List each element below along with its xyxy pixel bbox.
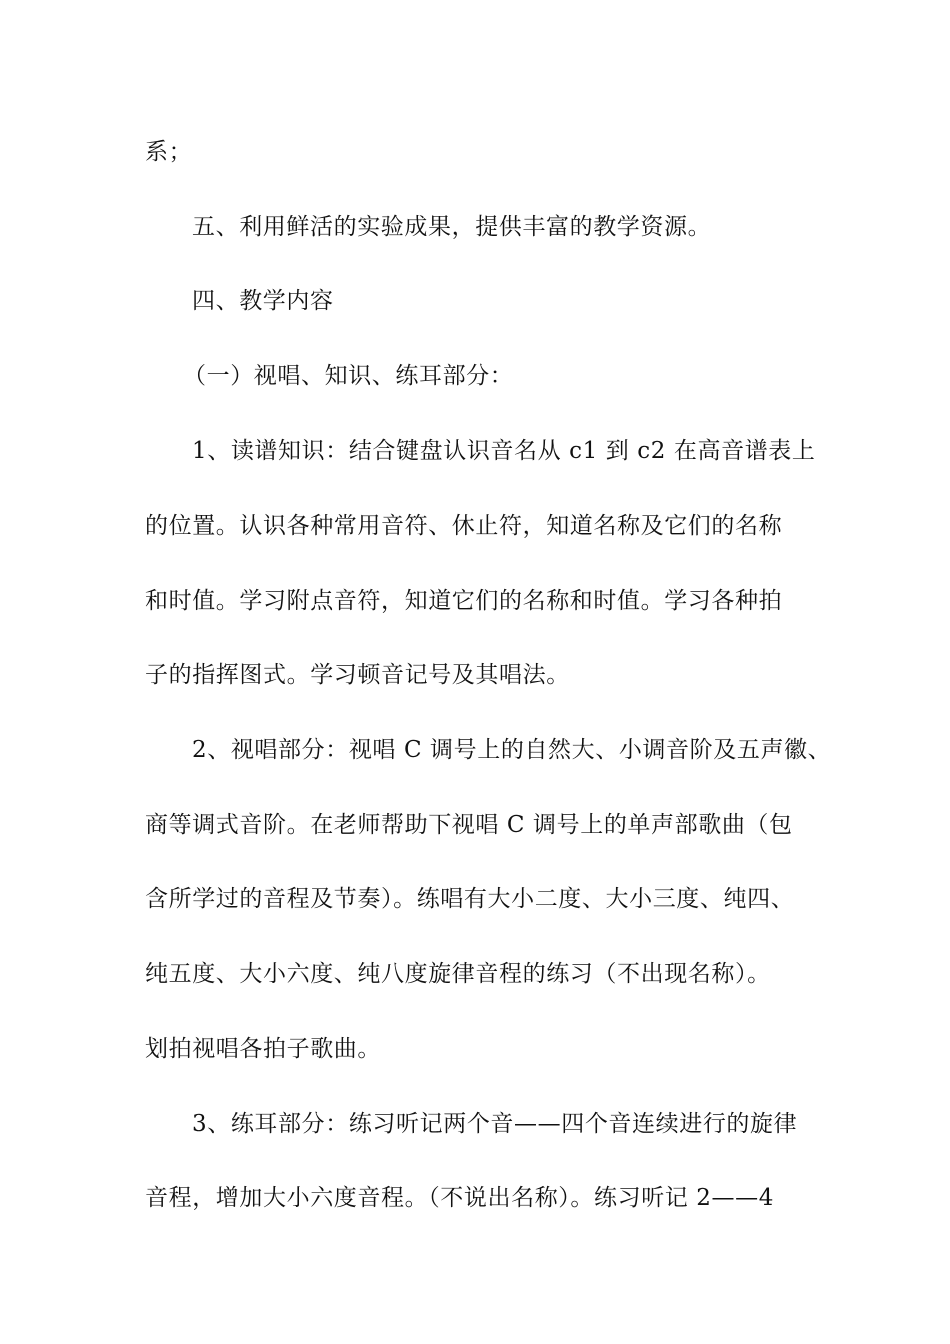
text-line-15: 音程，增加大小六度音程。（不说出名称）。练习听记 2——4 [145, 1185, 774, 1211]
subsection-heading-1: （一）视唱、知识、练耳部分： [183, 363, 514, 389]
text-line-14: 3、练耳部分：练习听记两个音——四个音连续进行的旋律 [192, 1111, 798, 1137]
text-line-10: 商等调式音阶。在老师帮助下视唱 C 调号上的单声部歌曲（包 [145, 812, 793, 838]
text-line-2: 五、利用鲜活的实验成果，提供丰富的教学资源。 [192, 214, 712, 240]
text-line-9: 2、视唱部分：视唱 C 调号上的自然大、小调音阶及五声徽、 [192, 737, 832, 763]
text-line-1: 系； [145, 139, 193, 165]
text-line-13: 划拍视唱各拍子歌曲。 [145, 1036, 381, 1062]
section-heading-teaching-content: 四、教学内容 [192, 288, 334, 314]
text-line-12: 纯五度、大小六度、纯八度旋律音程的练习（不出现名称）。 [145, 961, 771, 987]
text-line-5: 1、读谱知识：结合键盘认识音名从 c1 到 c2 在高音谱表上 [192, 438, 816, 464]
text-line-8: 子的指挥图式。学习顿音记号及其唱法。 [145, 662, 570, 688]
text-line-6: 的位置。认识各种常用音符、休止符，知道名称及它们的名称 [145, 513, 783, 539]
text-line-7: 和时值。学习附点音符，知道它们的名称和时值。学习各种拍 [145, 588, 783, 614]
text-line-11: 含所学过的音程及节奏）。练唱有大小二度、大小三度、纯四、 [145, 886, 795, 912]
